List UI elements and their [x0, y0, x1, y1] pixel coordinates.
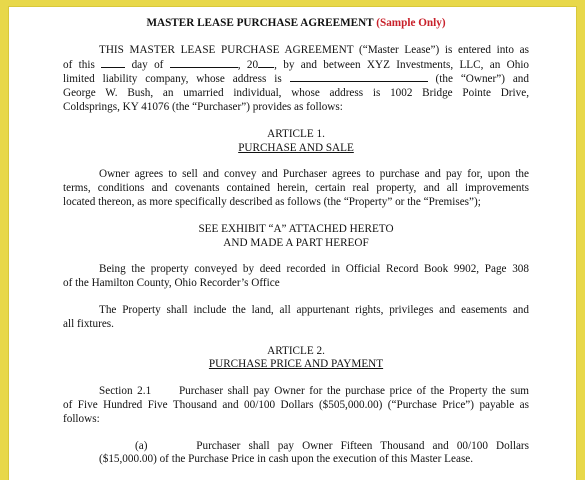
purchase-sale-paragraph — [63, 168, 529, 209]
article-2-header — [63, 345, 529, 373]
intro-line-1: THIS MASTER LEASE PURCHASE AGREEMENT (“Master Lease”) is entered into as — [99, 43, 529, 56]
p2-line-1: Being the property conveyed by deed recorded in Official Record Book 9902, Page 308 — [99, 263, 529, 276]
p3-line-1: The Property shall include the land, all appurtenant rights, privileges and easements and — [99, 303, 529, 316]
sample-only-label: (Sample Only) — [376, 17, 446, 29]
intro-line-3: limited liability company, whose address is (the “Owner”) and — [63, 73, 529, 86]
agreement-document — [63, 17, 529, 480]
address-blank — [290, 72, 428, 82]
section-2-1-paragraph — [63, 385, 529, 426]
article-1-header — [63, 128, 529, 156]
s21-line-3: follows: — [63, 412, 100, 425]
document-title — [63, 17, 529, 31]
exhibit-reference — [63, 223, 529, 251]
sub-a-line-2: ($15,000.00) of the Purchase Price in cash upon the execution of this Master Lease. — [99, 453, 474, 466]
s21-line-1: Section 2.1 Purchaser shall pay Owner for the purchase price of the Property the sum — [99, 385, 529, 398]
day-blank — [101, 58, 125, 68]
article-2-number: ARTICLE 2. — [267, 344, 325, 357]
s21-line-2: of Five Hundred Five Thousand and 00/100 Dollars ($505,000.00) (“Purchase Price”) payable as — [63, 398, 529, 411]
article-1-heading: PURCHASE AND SALE — [238, 141, 354, 154]
p1-line-2: terms, conditions and covenants contained herein, certain real property, and all improvements — [63, 182, 529, 195]
intro-paragraph — [63, 44, 529, 115]
title-text: MASTER LEASE PURCHASE AGREEMENT — [146, 17, 374, 29]
p3-line-2: all fixtures. — [63, 317, 114, 330]
p1-line-3: located thereon, as more specifically described as follows (the “Property” or the “Premises”); — [63, 195, 481, 208]
subsection-a-paragraph — [63, 440, 529, 468]
p2-line-2: of the Hamilton County, Ohio Recorder’s Office — [63, 277, 280, 290]
intro-line-4: George W. Bush, an umarried individual, whose address is 1002 Bridge Pointe Drive, — [63, 87, 529, 100]
exhibit-line-2: AND MADE A PART HEREOF — [223, 236, 369, 249]
document-page — [8, 6, 577, 480]
sub-a-line-1: (a) Purchaser shall pay Owner Fifteen Thousand and 00/100 Dollars — [135, 439, 529, 452]
intro-line-5: Coldsprings, KY 41076 (the “Purchaser”) provides as follows: — [63, 100, 343, 113]
article-1-number: ARTICLE 1. — [267, 127, 325, 140]
p1-line-1: Owner agrees to sell and convey and Purchaser agrees to purchase and pay for, upon the — [99, 168, 529, 181]
deed-paragraph — [63, 263, 529, 291]
exhibit-line-1: SEE EXHIBIT “A” ATTACHED HERETO — [198, 222, 394, 235]
year-blank — [258, 58, 274, 68]
intro-line-2: of this day of , 20 , by and between XYZ Investments, LLC, an Ohio — [63, 58, 530, 71]
article-2-heading: PURCHASE PRICE AND PAYMENT — [208, 358, 384, 371]
property-paragraph — [63, 304, 529, 332]
month-blank — [170, 58, 238, 68]
